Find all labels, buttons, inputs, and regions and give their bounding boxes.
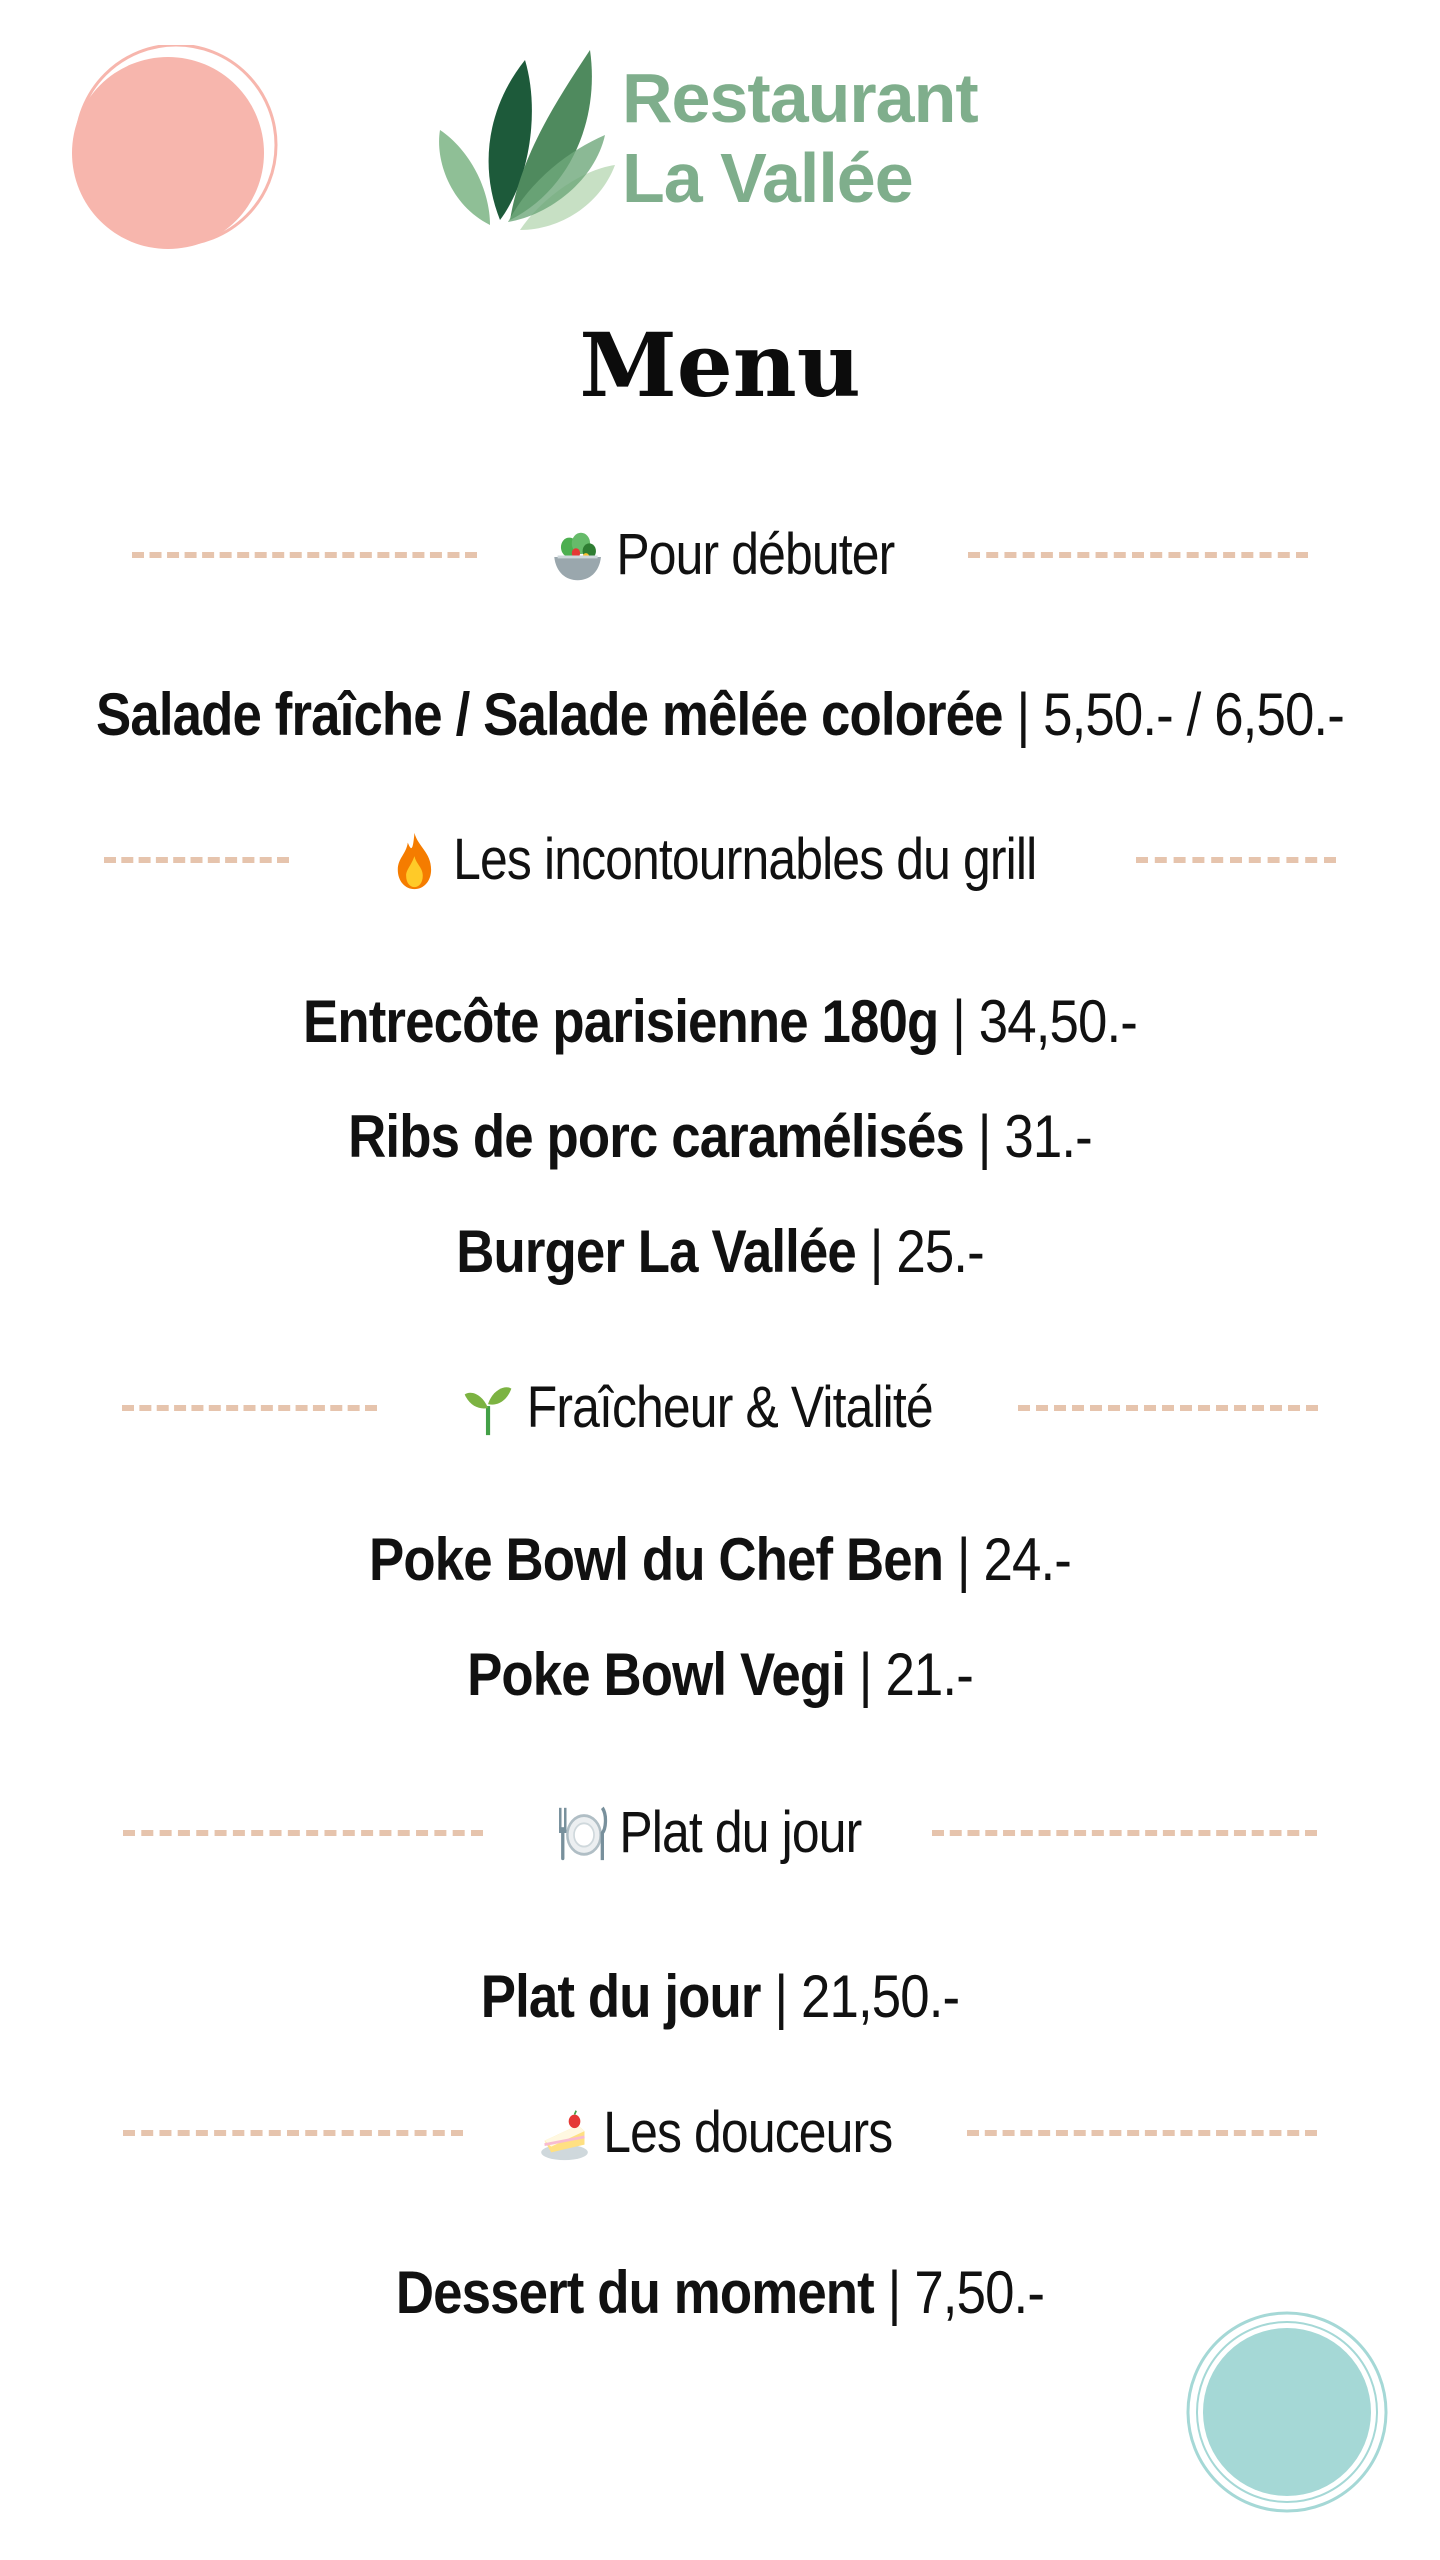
price-separator: | (887, 2259, 901, 2326)
price-separator: | (858, 1641, 872, 1708)
menu-item-name: Salade fraîche / Salade mêlée colorée (96, 681, 1003, 748)
menu-item-price: 7,50.- (914, 2259, 1045, 2326)
menu-item-price: 24.- (983, 1526, 1071, 1593)
menu-item-name: Ribs de porc caramélisés (348, 1103, 964, 1170)
menu-item-price: 21,50.- (801, 1963, 960, 2030)
brand-line-1: Restaurant (622, 59, 978, 137)
dashed-divider-left (132, 552, 477, 558)
price-separator: | (977, 1103, 991, 1170)
dashed-divider-left (104, 857, 289, 863)
price-separator: | (1016, 681, 1030, 748)
leaf-logo-icon (430, 40, 620, 240)
section-header-fraicheur (0, 1368, 1440, 1448)
menu-item-name: Poke Bowl Vegi (467, 1641, 846, 1708)
menu-item (86, 675, 1353, 755)
menu-item-price: 31.- (1004, 1103, 1092, 1170)
menu-item-price: 25.- (896, 1218, 984, 1285)
dashed-divider-right (967, 2130, 1317, 2136)
section-header-grill (0, 820, 1440, 900)
plate-cutlery-icon (554, 1802, 607, 1864)
section-label-fraicheur: Fraîcheur & Vitalité (527, 1375, 934, 1440)
price-separator: | (952, 988, 965, 1055)
menu-item-name: Poke Bowl du Chef Ben (369, 1526, 944, 1593)
dashed-divider-left (123, 1830, 483, 1836)
dashed-divider-right (932, 1830, 1317, 1836)
section-label-grill: Les incontournables du grill (453, 827, 1037, 892)
menu-item (86, 2253, 1353, 2333)
section-label-plat-du-jour: Plat du jour (619, 1800, 862, 1865)
decorative-circle-bottom-right (1185, 2310, 1390, 2515)
dashed-divider-left (123, 2130, 463, 2136)
menu-item (86, 1635, 1353, 1715)
menu-item-price: 5,50.- / 6,50.- (1043, 681, 1344, 748)
brand-line-2: La Vallée (622, 139, 913, 217)
menu-item-name: Entrecôte parisienne 180g (303, 988, 939, 1055)
menu-item-price: 21.- (885, 1641, 973, 1708)
menu-item (86, 982, 1353, 1062)
menu-item (86, 1957, 1353, 2037)
price-separator: | (774, 1963, 788, 2030)
menu-item (86, 1520, 1353, 1600)
section-label-pour-debuter: Pour débuter (616, 522, 895, 587)
section-label-douceurs: Les douceurs (603, 2100, 893, 2165)
section-header-douceurs (0, 2093, 1440, 2173)
menu-item (86, 1097, 1353, 1177)
menu-item-name: Plat du jour (480, 1963, 761, 2030)
section-header-pour-debuter (0, 515, 1440, 595)
decorative-circle-top-left (68, 45, 278, 255)
menu-item-price: 34,50.- (978, 988, 1137, 1055)
menu-item-name: Dessert du moment (395, 2259, 874, 2326)
dashed-divider-left (122, 1405, 377, 1411)
dashed-divider-right (1136, 857, 1336, 863)
price-separator: | (869, 1218, 883, 1285)
cake-icon (538, 2102, 591, 2164)
fire-icon (388, 829, 441, 891)
salad-icon (551, 524, 604, 586)
menu-item-name: Burger La Vallée (456, 1218, 856, 1285)
page-title: Menu (579, 313, 861, 417)
seedling-icon (462, 1377, 515, 1439)
dashed-divider-right (1018, 1405, 1318, 1411)
restaurant-logo (430, 40, 1030, 240)
menu-item (86, 1212, 1353, 1292)
section-header-plat-du-jour (0, 1793, 1440, 1873)
dashed-divider-right (968, 552, 1308, 558)
price-separator: | (956, 1526, 970, 1593)
